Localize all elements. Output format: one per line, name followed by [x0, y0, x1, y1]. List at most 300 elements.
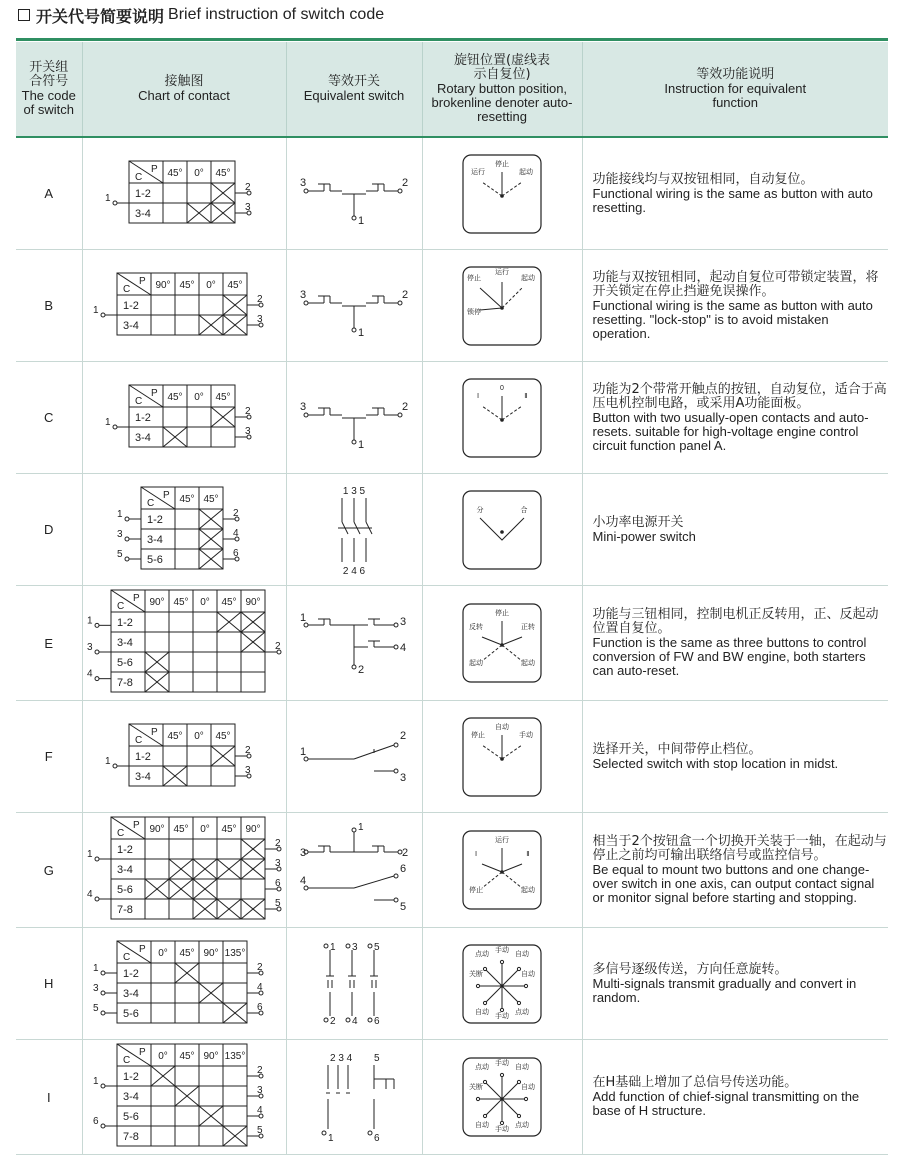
page-title [18, 4, 384, 26]
chart-col-label: 90° [203, 947, 219, 959]
header-chart [82, 42, 286, 137]
chart-row-label: 1-2 [147, 513, 163, 526]
function-description [582, 474, 888, 586]
contact-chart-cell [82, 250, 286, 362]
chart-col-label: 45° [172, 824, 189, 835]
chart-corner-c: C [123, 1055, 131, 1066]
terminal-label: 2 [245, 181, 251, 193]
chart-col-label: 45° [179, 279, 195, 291]
terminal-label: 1 [117, 508, 123, 520]
terminal-label: 6 [374, 1015, 380, 1027]
header-func [582, 42, 888, 137]
chart-corner-c: C [135, 171, 143, 183]
terminal-label: 1 [105, 192, 111, 204]
terminal-label: 3 [352, 941, 358, 953]
chart-col-label: 0° [158, 1051, 168, 1062]
terminal-label: 3 [400, 616, 407, 628]
description-cn: 在H基础上增加了总信号传送功能。 [592, 1075, 798, 1090]
chart-corner-c: C [135, 395, 143, 407]
dial-position-label: 点动 [515, 1122, 529, 1129]
equivalent-switch-diagram [294, 1049, 414, 1145]
equivalent-switch-cell [286, 250, 422, 362]
chart-row-label: 3-4 [147, 533, 163, 546]
chart-row-label: 3-4 [135, 770, 151, 783]
switch-code: B [16, 250, 82, 362]
contact-chart [101, 720, 267, 794]
terminal-label: 4 [233, 527, 239, 539]
terminal-label: 5 [400, 901, 407, 913]
contact-chart-cell [82, 701, 286, 813]
chart-row-label: 5-6 [116, 657, 133, 669]
chart-row-label: 1-2 [135, 187, 151, 200]
function-description [582, 928, 888, 1040]
contact-chart [113, 483, 255, 577]
title-cn: 开关代号简要说明 [36, 6, 165, 26]
dial-position-label: 手动 [495, 1060, 509, 1067]
equivalent-switch-diagram [294, 709, 414, 805]
rotary-position-cell [422, 137, 582, 250]
equivalent-switch-cell [286, 362, 422, 474]
chart-col-label: 0° [194, 730, 204, 742]
dial-position-label: 起动 [521, 887, 535, 894]
terminal-label: 5 [274, 898, 281, 909]
chart-col-label: 90° [203, 1051, 219, 1062]
rotary-dial-icon [462, 944, 542, 1024]
dial-position-label: 分 [476, 506, 484, 514]
chart-col-label: 135° [224, 1051, 246, 1062]
dial-position-label: 正转 [521, 624, 535, 631]
chart-col-label: 0° [199, 597, 210, 608]
chart-col-label: 0° [194, 167, 204, 179]
dial-position-label: 起动 [521, 660, 535, 667]
equivalent-switch-diagram [294, 146, 414, 242]
contact-chart [83, 813, 297, 927]
header-func-en: Instruction for equivalent function [664, 81, 807, 110]
function-description [582, 586, 888, 701]
rotary-position-cell [422, 586, 582, 701]
terminal-label: 4 [400, 642, 407, 654]
chart-col-label: 45° [215, 167, 231, 179]
chart-corner-p: P [151, 387, 158, 399]
terminal-label: 2 [257, 961, 263, 973]
chart-row-label: 7-8 [116, 904, 133, 916]
terminal-label: 1 [86, 615, 93, 627]
chart-col-label: 45° [167, 391, 183, 403]
contact-chart [89, 937, 279, 1031]
dial-position-label: Ⅰ [476, 392, 480, 400]
dial-position-label: 运行 [471, 168, 485, 176]
header-equiv-cn: 等效开关 [327, 74, 380, 89]
chart-corner-p: P [139, 943, 146, 955]
chart-corner-c: C [135, 734, 143, 746]
terminal-label: 5 [374, 941, 380, 953]
chart-col-label: 0° [206, 279, 216, 291]
chart-col-label: 90° [244, 597, 261, 608]
dial-position-label: 关断 [469, 970, 483, 978]
description-en: Mini-power switch [592, 528, 696, 544]
rotary-position-cell [422, 474, 582, 586]
chart-col-label: 90° [155, 279, 171, 291]
chart-col-label: 45° [179, 493, 195, 505]
table-row [16, 474, 888, 586]
terminal-label: 6 [257, 1001, 263, 1013]
terminal-label: 1 [300, 745, 307, 758]
terminal-label: 1 [328, 1133, 334, 1144]
equivalent-switch-diagram [294, 595, 414, 691]
dial-position-label: 关断 [469, 1084, 483, 1091]
chart-row-label: 3-4 [123, 987, 139, 1000]
equivalent-switch-cell [286, 137, 422, 250]
description-cn: 相当于2个按钮盒一个切换开关装于一轴，在起动与停止之前均可输出联络信号或监控信号。 [592, 834, 887, 863]
equivalent-switch-diagram [294, 822, 414, 918]
description-en: Selected switch with stop location in midst. [592, 755, 839, 771]
chart-corner-c: C [123, 951, 131, 963]
chart-row-label: 3-4 [116, 864, 133, 876]
contact-chart [101, 157, 267, 231]
rotary-dial-icon [462, 1057, 542, 1137]
terminal-label: 3 [86, 642, 93, 653]
terminal-label: 6 [374, 1133, 380, 1144]
terminal-label: 3 [257, 313, 263, 325]
terminal-label: 1 [86, 849, 93, 860]
dial-position-label: 自动 [475, 1008, 489, 1016]
dial-position-label: 锁停 [467, 308, 481, 316]
equivalent-switch-cell [286, 474, 422, 586]
dial-position-label: 合 [520, 506, 528, 514]
chart-row-label: 7-8 [123, 1131, 139, 1143]
chart-row-label: 1-2 [116, 617, 133, 629]
contact-chart-cell [82, 1040, 286, 1155]
chart-col-label: 45° [227, 279, 243, 291]
description-en: Multi-signals transmit gradually and convert in random. [592, 975, 857, 1005]
table-row [16, 1040, 888, 1155]
chart-corner-c: C [116, 828, 124, 839]
dial-position-label: 停止 [471, 731, 485, 739]
chart-col-label: 45° [172, 597, 189, 608]
contact-chart [101, 381, 267, 455]
chart-corner-p: P [151, 726, 158, 738]
dial-position-label: 自动 [515, 1064, 529, 1071]
terminal-label: 6 [233, 547, 239, 559]
function-description [582, 701, 888, 813]
switch-code-table [16, 42, 888, 1155]
dial-position-label: 停止 [495, 610, 509, 617]
terminal-label: 1 [330, 941, 336, 953]
terminal-label: 3 [257, 1085, 263, 1096]
dial-position-label: 手动 [495, 1012, 509, 1020]
header-rotary-en: Rotary button position, brokenline denoter auto-resetting [431, 81, 573, 124]
terminal-label: 2 [257, 293, 263, 305]
terminal-label: 1 [358, 214, 365, 227]
description-cn: 功能与双按钮相同，起动自复位可带锁定装置，将开关锁定在停止挡避免误操作。 [592, 269, 879, 299]
header-chart-en: Chart of contact [138, 88, 230, 103]
chart-col-label: 45° [203, 493, 219, 505]
dial-position-label: 手动 [495, 1126, 509, 1133]
table-row [16, 362, 888, 474]
equivalent-switch-diagram [294, 370, 414, 466]
terminal-label: 1 [105, 755, 111, 767]
terminal-label: 2 [330, 1015, 336, 1027]
rotary-dial-icon [462, 603, 542, 683]
terminal-label: 6 [400, 863, 407, 875]
chart-corner-p: P [132, 820, 140, 831]
terminal-label: 3 [300, 176, 307, 189]
dial-position-label: 手动 [495, 946, 509, 954]
terminal-label: 1 [358, 822, 364, 833]
terminal-label: 2 [257, 1065, 263, 1076]
dial-position-label: 停止 [495, 160, 509, 168]
terminal-label: 3 [300, 400, 307, 413]
header-code [16, 42, 82, 137]
terminal-label: 1 [358, 326, 365, 339]
switch-code: H [16, 928, 82, 1040]
dial-position-label: Ⅱ [526, 851, 530, 858]
rotary-dial-icon [462, 378, 542, 458]
chart-row-label: 3-4 [123, 1091, 139, 1103]
rotary-dial-icon [462, 490, 542, 570]
equivalent-switch-diagram [294, 258, 414, 354]
description-en: Be equal to mount two buttons and one change-over switch in one axis, can output contact signal or monitor signal before starting and stopping. [592, 862, 875, 905]
rotary-dial-icon [462, 717, 542, 797]
terminal-label: 1 3 5 [342, 485, 366, 497]
chart-row-label: 3-4 [135, 207, 151, 220]
dial-position-label: 点动 [475, 950, 489, 958]
description-en: Add function of chief-signal transmitting on the base of H structure. [592, 1089, 860, 1118]
contact-chart [89, 1040, 279, 1154]
terminal-label: 3 [274, 858, 281, 869]
table-row [16, 701, 888, 813]
chart-row-label: 1-2 [116, 844, 133, 856]
equivalent-switch-diagram [294, 936, 414, 1032]
contact-chart-cell [82, 137, 286, 250]
chart-col-label: 90° [148, 824, 165, 835]
rotary-position-cell [422, 928, 582, 1040]
terminal-label: 2 [400, 729, 407, 742]
chart-col-label: 45° [179, 947, 195, 959]
terminal-label: 1 [358, 438, 365, 451]
chart-row-label: 7-8 [116, 677, 133, 689]
dial-position-label: 运行 [495, 837, 509, 844]
terminal-label: 3 [300, 288, 307, 301]
chart-row-label: 5-6 [123, 1111, 139, 1123]
dial-position-label: 反转 [469, 624, 483, 631]
terminal-label: 2 [233, 507, 239, 519]
chart-row-label: 3-4 [116, 637, 133, 649]
terminal-label: 5 [374, 1053, 380, 1064]
chart-row-label: 1-2 [123, 1071, 139, 1083]
dial-position-label: 起动 [469, 660, 483, 667]
chart-row-label: 5-6 [116, 884, 133, 896]
dial-position-label: 0 [500, 384, 504, 392]
dial-position-label: 停止 [467, 274, 481, 282]
dial-position-label: 点动 [515, 1008, 529, 1016]
equivalent-switch-cell [286, 586, 422, 701]
description-cn: 多信号逐级传送，方向任意旋转。 [592, 961, 788, 977]
dial-position-label: 自动 [495, 723, 509, 731]
terminal-label: 2 [402, 288, 409, 301]
terminal-label: 4 [352, 1015, 358, 1027]
terminal-label: 4 [257, 981, 263, 993]
dial-position-label: Ⅰ [474, 851, 478, 858]
terminal-label: 3 [245, 201, 251, 213]
rotary-position-cell [422, 250, 582, 362]
description-en: Button with two usually-open contacts and auto-resets. suitable for high-voltage engine control circuit function panel A. [592, 409, 869, 453]
terminal-label: 1 [93, 1076, 99, 1087]
terminal-label: 2 [358, 664, 365, 676]
chart-row-label: 1-2 [135, 411, 151, 424]
equivalent-switch-cell [286, 928, 422, 1040]
chart-corner-c: C [147, 497, 155, 509]
terminal-label: 1 [93, 962, 99, 974]
description-cn: 小功率电源开关 [592, 514, 684, 530]
contact-chart [83, 586, 297, 700]
dial-position-label: 运行 [495, 268, 509, 276]
terminal-label: 3 [400, 771, 407, 784]
terminal-label: 3 [117, 528, 123, 540]
chart-corner-p: P [163, 489, 170, 501]
dial-position-label: 自动 [515, 950, 529, 958]
function-description [582, 813, 888, 928]
terminal-label: 2 [402, 176, 409, 189]
description-cn: 功能接线均与双按钮相同，自动复位。 [592, 171, 814, 187]
terminal-label: 1 [93, 304, 99, 316]
terminal-label: 1 [300, 612, 307, 624]
dial-position-label: 起动 [521, 274, 535, 282]
chart-col-label: 45° [167, 167, 183, 179]
terminal-label: 3 [300, 847, 307, 859]
dial-position-label: 自动 [475, 1122, 489, 1129]
chart-row-label: 1-2 [123, 967, 139, 980]
rotary-dial-icon [462, 830, 542, 910]
header-rotary [422, 42, 582, 137]
contact-chart-cell [82, 586, 286, 701]
chart-col-label: 90° [148, 597, 165, 608]
table-row [16, 137, 888, 250]
chart-row-label: 5-6 [147, 553, 163, 566]
chart-corner-p: P [151, 163, 158, 175]
switch-code: I [16, 1040, 82, 1155]
chart-col-label: 45° [215, 730, 231, 742]
equivalent-switch-cell [286, 1040, 422, 1155]
terminal-label: 2 [274, 641, 281, 652]
function-description [582, 1040, 888, 1155]
terminal-label: 3 [93, 982, 99, 994]
terminal-label: 2 [402, 400, 409, 413]
dial-position-label: 自动 [521, 1084, 535, 1091]
chart-row-label: 1-2 [135, 750, 151, 763]
chart-col-label: 135° [224, 947, 246, 959]
dial-position-label: 手动 [519, 731, 533, 739]
dial-position-label: 自动 [521, 970, 535, 978]
chart-col-label: 90° [244, 824, 261, 835]
table-row [16, 813, 888, 928]
terminal-label: 6 [93, 1116, 99, 1127]
rotary-position-cell [422, 362, 582, 474]
chart-col-label: 45° [220, 824, 237, 835]
switch-code: C [16, 362, 82, 474]
dial-position-label: 起动 [519, 168, 533, 176]
header-code-cn: 开关组合符号 [29, 60, 69, 89]
chart-col-label: 0° [199, 824, 210, 835]
chart-row-label: 1-2 [123, 299, 139, 312]
terminal-label: 2 3 4 [330, 1053, 353, 1064]
description-cn: 功能与三钮相同，控制电机正反转用，正、反起动位置自复位。 [592, 607, 879, 636]
switch-code: E [16, 586, 82, 701]
rotary-dial-icon [462, 266, 542, 346]
switch-code: F [16, 701, 82, 813]
terminal-label: 5 [117, 548, 123, 560]
chart-corner-p: P [139, 275, 146, 287]
chart-corner-c: C [116, 601, 124, 612]
chart-col-label: 45° [220, 597, 237, 608]
equivalent-switch-cell [286, 813, 422, 928]
terminal-label: 2 4 6 [342, 565, 366, 577]
switch-code: G [16, 813, 82, 928]
chart-row-label: 3-4 [123, 319, 139, 332]
terminal-label: 6 [274, 878, 281, 889]
function-description [582, 250, 888, 362]
checkbox-icon [18, 9, 30, 21]
terminal-label: 4 [300, 875, 307, 887]
terminal-label: 3 [245, 764, 251, 776]
switch-code: A [16, 137, 82, 250]
terminal-label: 4 [86, 668, 93, 680]
title-rule [16, 38, 888, 41]
switch-code: D [16, 474, 82, 586]
equivalent-switch-cell [286, 701, 422, 813]
description-en: Functional wiring is the same as button with auto resetting. "lock-stop" is to avoid mistaken operation. [592, 297, 873, 341]
function-description [582, 362, 888, 474]
description-en: Functional wiring is the same as button with auto resetting. [592, 185, 873, 215]
table-row [16, 250, 888, 362]
contact-chart-cell [82, 813, 286, 928]
terminal-label: 5 [93, 1002, 99, 1014]
header-equiv-en: Equivalent switch [303, 88, 405, 103]
chart-corner-p: P [132, 593, 140, 604]
chart-col-label: 0° [158, 947, 168, 959]
terminal-label: 2 [274, 838, 281, 849]
rotary-dial-icon [462, 154, 542, 234]
chart-corner-c: C [123, 283, 131, 295]
chart-col-label: 45° [167, 730, 183, 742]
terminal-label: 2 [245, 405, 251, 417]
terminal-label: 1 [105, 416, 111, 428]
terminal-label: 3 [245, 425, 251, 437]
header-chart-cn: 接触图 [164, 74, 204, 89]
dial-position-label: 点动 [475, 1064, 489, 1071]
description-en: Function is the same as three buttons to control conversion of FW and BW engine, both starters can auto-reset. [592, 635, 867, 678]
description-cn: 选择开关，中间带停止档位。 [592, 741, 762, 757]
contact-chart [89, 269, 279, 343]
contact-chart-cell [82, 474, 286, 586]
chart-corner-p: P [139, 1047, 146, 1058]
rotary-position-cell [422, 701, 582, 813]
equivalent-switch-diagram [294, 482, 414, 578]
chart-row-label: 5-6 [123, 1007, 139, 1020]
contact-chart-cell [82, 928, 286, 1040]
terminal-label: 4 [257, 1105, 263, 1116]
header-row [16, 42, 888, 137]
header-equiv [286, 42, 422, 137]
terminal-label: 5 [257, 1125, 263, 1136]
chart-row-label: 3-4 [135, 431, 151, 444]
header-func-cn: 等效功能说明 [696, 67, 775, 82]
chart-col-label: 45° [215, 391, 231, 403]
header-rotary-cn: 旋钮位置(虚线表示自复位) [453, 53, 551, 82]
terminal-label: 2 [402, 847, 409, 859]
table-row [16, 586, 888, 701]
dial-position-label: 停止 [469, 887, 483, 894]
